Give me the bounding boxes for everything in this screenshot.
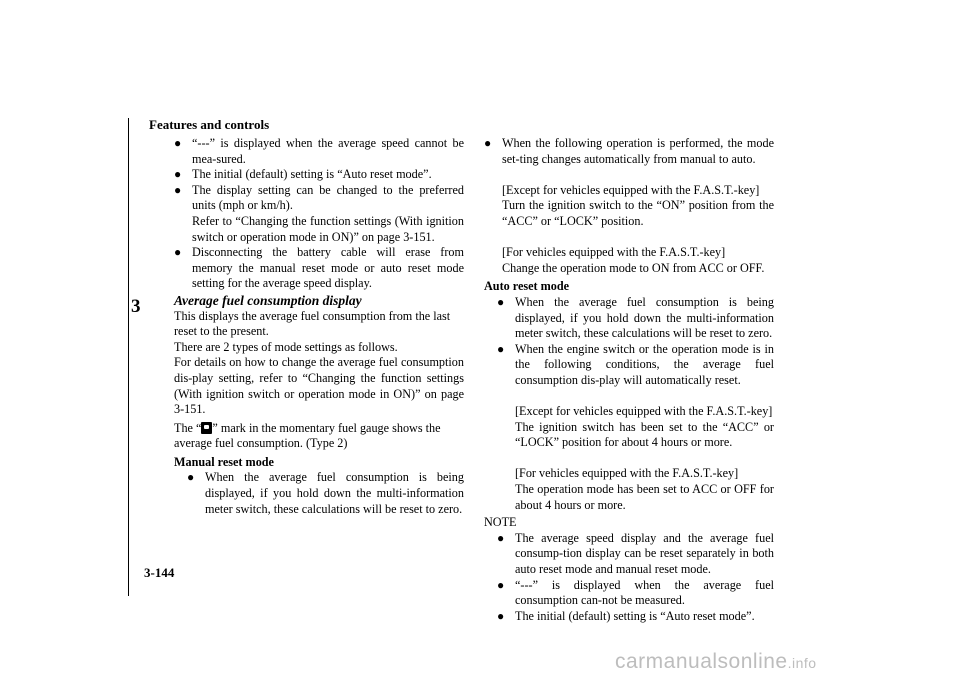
page-header-title: Features and controls (149, 117, 270, 132)
bullet-icon: ● (174, 245, 182, 260)
bullet-icon: ● (174, 136, 182, 150)
note-heading: NOTE (484, 515, 517, 530)
margin-rule (128, 118, 129, 596)
list-item: ● The initial (default) setting is “Auto reset mode”. (497, 608, 755, 623)
paragraph: For details on how to change the average fuel consumption dis-play setting, refer to “Changing the function settings (With ignition switch or operation mode in ON)” on page 3-151. (174, 355, 464, 417)
bullet-icon: ● (174, 167, 182, 182)
right-column (484, 136, 774, 624)
list-item: ● “---” is displayed when the average speed cannot be mea-sured. (174, 136, 464, 166)
condition-heading: [Except for vehicles equipped with the F.A.S.T.-key] (502, 182, 760, 197)
list-item: ● The initial (default) setting is “Auto reset mode”. (174, 167, 432, 182)
condition-text: Turn the ignition switch to the “ON” position from the “ACC” or “LOCK” position. (502, 198, 774, 228)
bullet-icon: ● (497, 577, 505, 592)
manual-reset-heading: Manual reset mode (174, 454, 274, 469)
condition-text: Change the operation mode to ON from ACC or OFF. (502, 260, 765, 275)
list-item: ● The display setting can be changed to the preferred units (mph or km/h). Refer to “Changing the function settings (With ignition switch or operation mode in ON)” on page 3-151. (174, 182, 464, 244)
bullet-icon: ● (497, 530, 505, 545)
paragraph: This displays the average fuel consumption from the last reset to the present. (174, 308, 451, 339)
bullet-icon: ● (187, 470, 195, 485)
bullet-icon: ● (497, 341, 505, 356)
left-column (174, 136, 464, 517)
list-item: ● When the following operation is performed, the mode set-ting changes automatically from manual to auto. [Except for vehicles equipped with the F.A.S.T.-key] Turn the ignition switch to the “ON” position from the “ACC” or “LOCK” position. [For vehicles equipped with the F.A.S.T.-key] Change the operation mode to ON from ACC or OFF. (484, 136, 774, 275)
bullet-icon: ● (497, 294, 505, 309)
condition-text: The ignition switch has been set to the “ACC” or “LOCK” position for about 4 hours or more. (515, 419, 774, 450)
condition-heading: [For vehicles equipped with the F.A.S.T.-key] (515, 466, 739, 481)
watermark-link[interactable]: carmanualsonline.info (615, 650, 817, 673)
page-number: 3-144 (144, 565, 175, 580)
list-item: ● When the engine switch or the operation mode is in the following conditions, the average fuel consumption dis-play will automatically reset. [Except for vehicles equipped with the F.A.S.T.-key] The ignition switch has been set to the “ACC” or “LOCK” position for about 4 hours or more. [For vehicles equipped with the F.A.S.T.-key] The operation mode has been set to ACC or OFF for about 4 hours or more. (497, 341, 774, 512)
list-item: ● When the average fuel consumption is being displayed, if you hold down the multi-information meter switch, these calculations will be reset to zero. (497, 294, 774, 341)
list-item: ● The average speed display and the average fuel consump-tion display can be reset separately in both auto reset mode and manual reset mode. (497, 530, 774, 577)
list-item: ● Disconnecting the battery cable will erase from memory the manual reset mode or auto reset mode setting for the average speed display. (174, 245, 464, 291)
condition-heading: [For vehicles equipped with the F.A.S.T.-key] (502, 245, 726, 260)
paragraph: There are 2 types of mode settings as follows. (174, 339, 398, 354)
condition-heading: [Except for vehicles equipped with the F.A.S.T.-key] (515, 404, 773, 419)
bullet-icon: ● (174, 182, 182, 197)
list-item: ● “---” is displayed when the average fuel consumption can-not be measured. (497, 577, 774, 608)
section-heading: Average fuel consumption display (174, 292, 362, 308)
condition-text: The operation mode has been set to ACC or OFF for about 4 hours or more. (515, 482, 774, 512)
bullet-icon: ● (484, 136, 492, 150)
list-item: ● When the average fuel consumption is being displayed, if you hold down the multi-information meter switch, these calculations will be reset to zero. (187, 470, 464, 516)
fuel-gauge-mark-icon (201, 422, 212, 434)
bullet-icon: ● (497, 608, 505, 623)
auto-reset-heading: Auto reset mode (484, 279, 570, 294)
gauge-paragraph: The “ ” mark in the momentary fuel gauge shows the average fuel consumption. (Type 2) (174, 420, 441, 451)
chapter-number: 3 (131, 296, 141, 317)
